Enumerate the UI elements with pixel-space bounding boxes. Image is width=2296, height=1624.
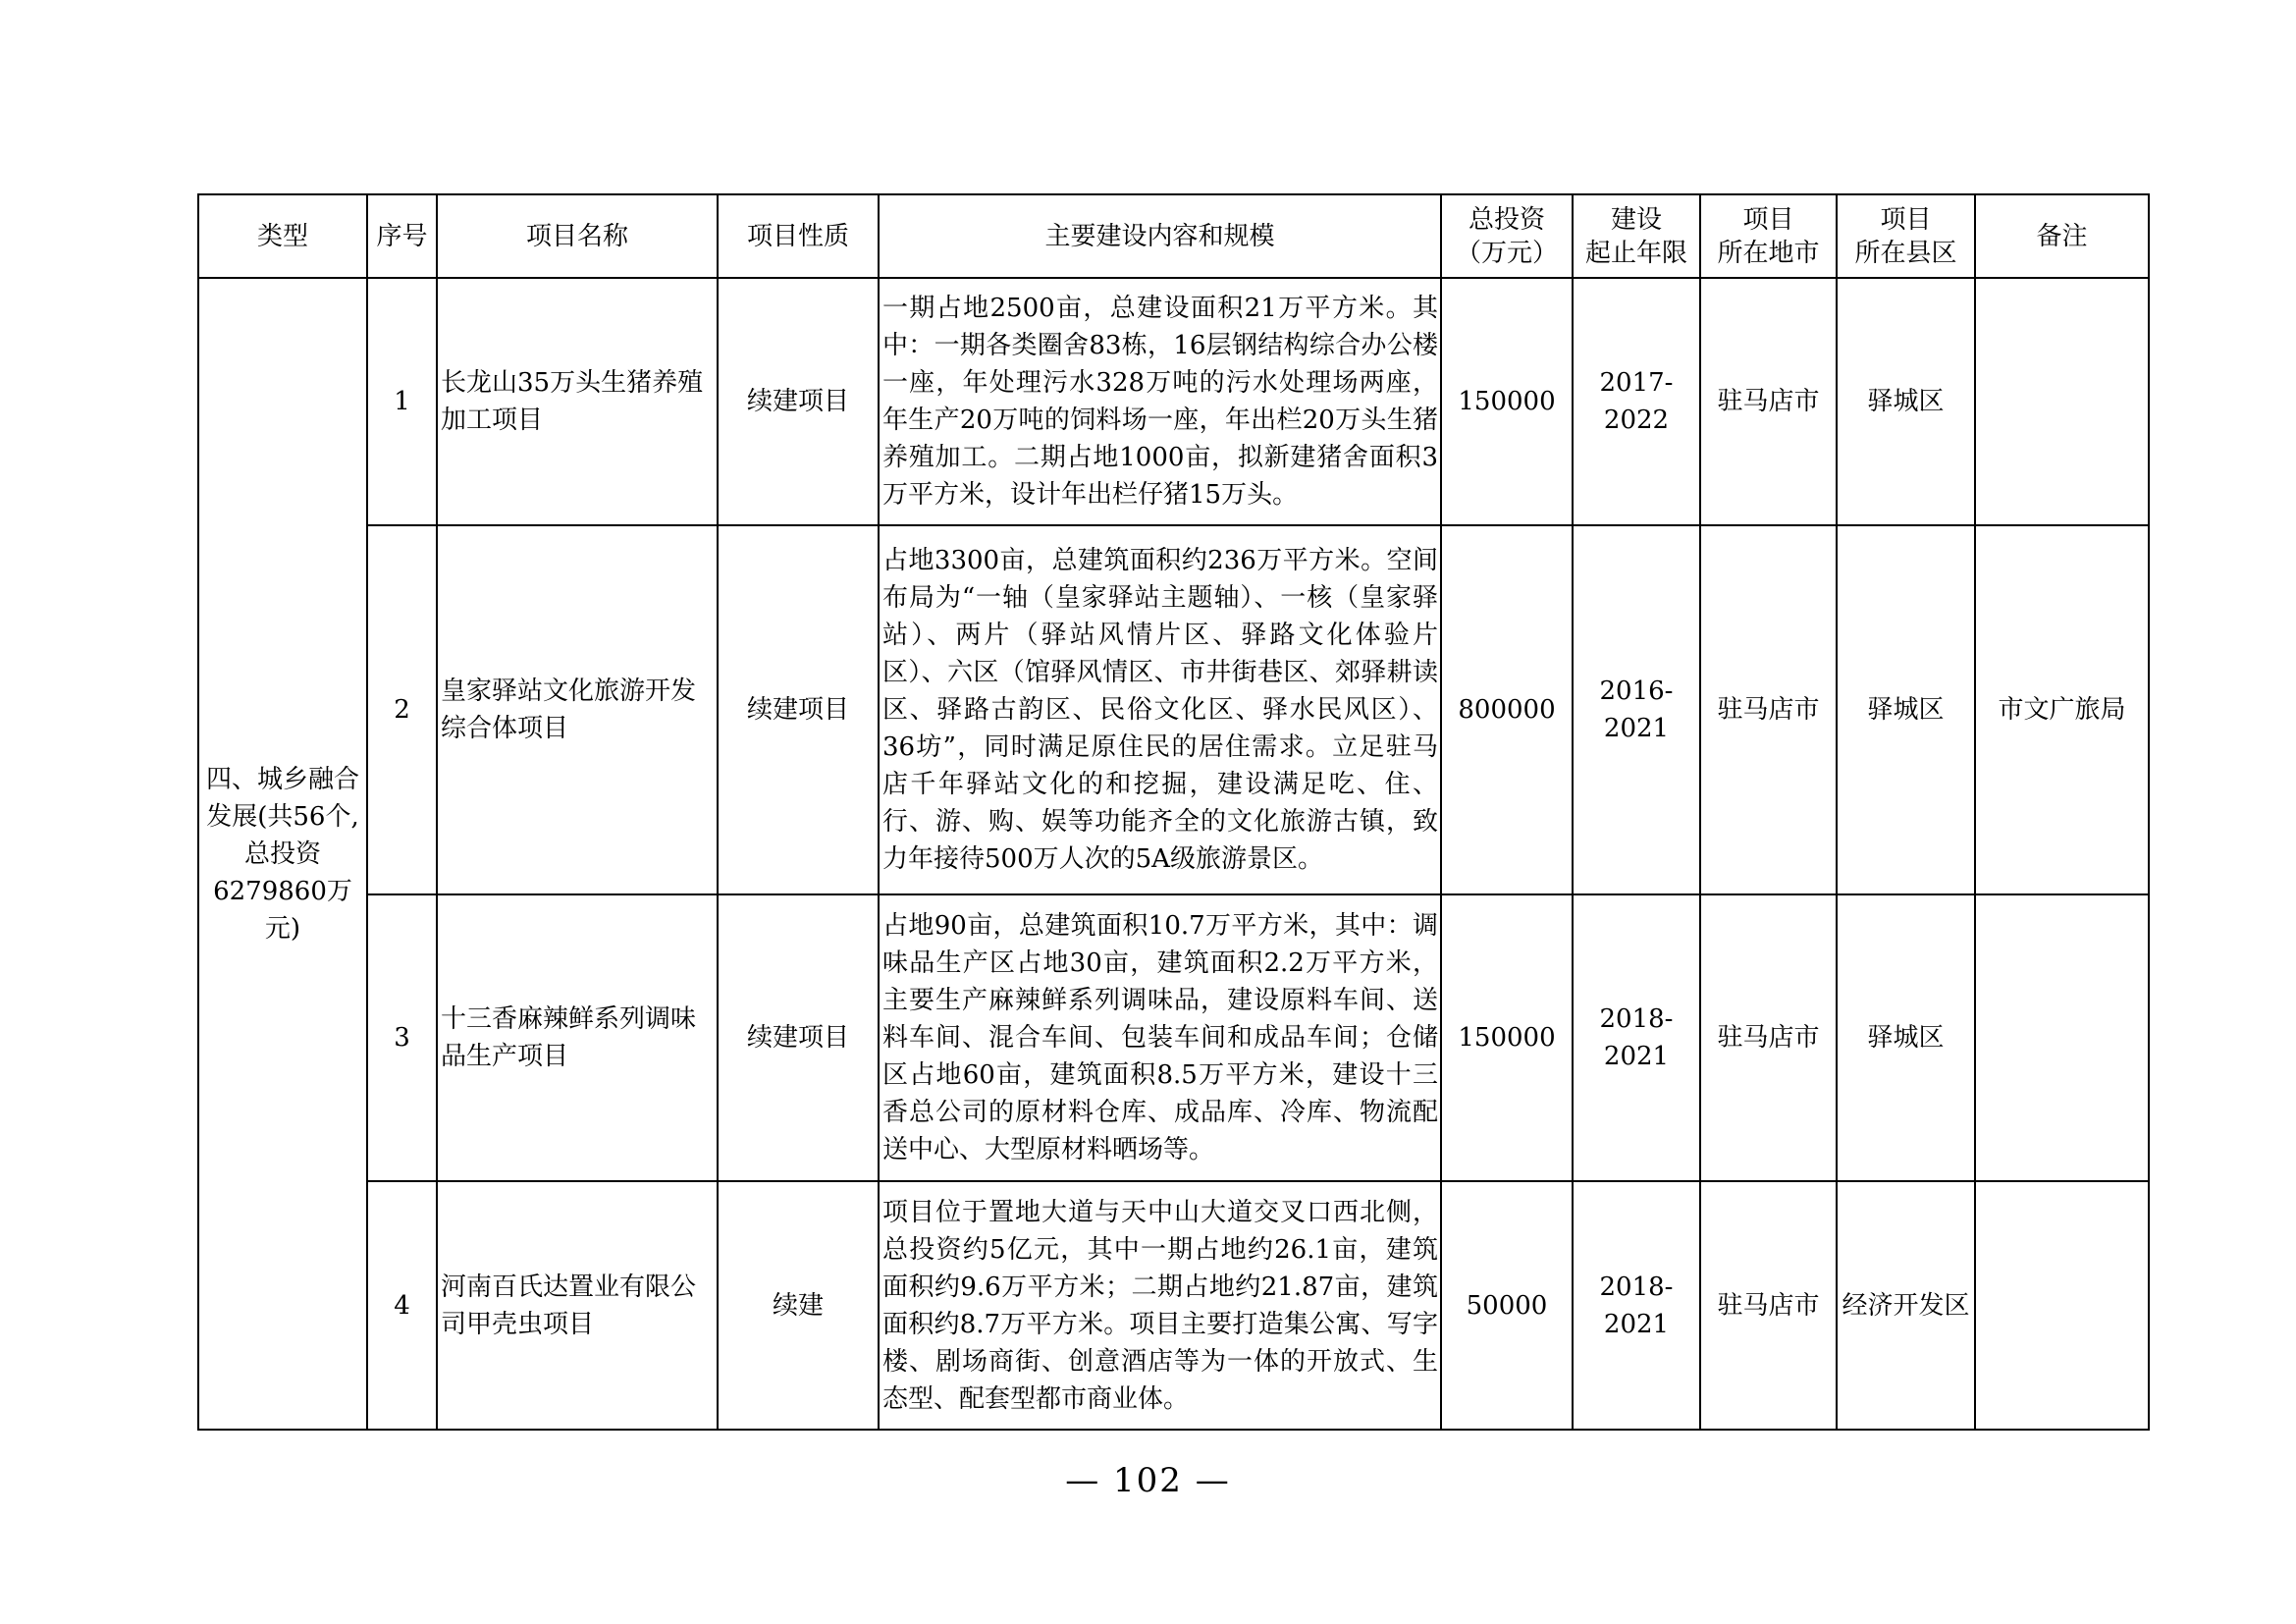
table-row	[198, 278, 2149, 525]
row-project-name: 长龙山35万头生猪养殖加工项目	[437, 278, 718, 525]
row-investment: 800000	[1441, 525, 1573, 894]
row-remarks	[1975, 278, 2149, 525]
row-investment: 150000	[1441, 278, 1573, 525]
row-nature: 续建项目	[718, 525, 879, 894]
header-county	[1837, 194, 1975, 278]
row-city: 驻马店市	[1700, 894, 1837, 1181]
row-remarks: 市文广旅局	[1975, 525, 2149, 894]
row-nature: 续建项目	[718, 894, 879, 1181]
row-period: 2016-2021	[1573, 525, 1700, 894]
header-remarks: 备注	[1975, 194, 2149, 278]
table-row	[198, 894, 2149, 1181]
header-city-line1: 项目	[1742, 204, 1794, 235]
header-investment-line2: （万元）	[1455, 238, 1558, 268]
row-remarks	[1975, 894, 2149, 1181]
row-seq: 2	[367, 525, 437, 894]
header-row	[198, 194, 2149, 278]
row-content: 占地3300亩，总建筑面积约236万平方米。空间布局为“一轴（皇家驿站主题轴）、一核（皇家驿站）、两片（驿站风情片区、驿路文化体验片区）、六区（馆驿风情区、市井街巷区、郊驿耕读区、驿路古韵区、民俗文化区、驿水民风区）、36坊”，同时满足原住民的居住需求。立足驻马店千年驿站文化的和挖掘，建设满足吃、住、行、游、购、娱等功能齐全的文化旅游古镇，致力年接待500万人次的5A级旅游景区。	[879, 525, 1441, 894]
row-remarks	[1975, 1181, 2149, 1430]
row-seq: 1	[367, 278, 437, 525]
row-project-name: 十三香麻辣鲜系列调味品生产项目	[437, 894, 718, 1181]
header-name: 项目名称	[437, 194, 718, 278]
page-number: — 102 —	[1065, 1461, 1231, 1500]
header-nature: 项目性质	[718, 194, 879, 278]
header-period	[1573, 194, 1700, 278]
header-investment-line1: 总投资	[1468, 204, 1545, 235]
row-content: 项目位于置地大道与天中山大道交叉口西北侧，总投资约5亿元，其中一期占地约26.1亩，建筑面积约9.6万平方米；二期占地约21.87亩，建筑面积约8.7万平方米。项目主要打造集公寓、写字楼、剧场商街、创意酒店等为一体的开放式、生态型、配套型都市商业体。	[879, 1181, 1441, 1430]
projects-table	[197, 193, 2150, 1431]
header-county-line2: 所在县区	[1854, 238, 1957, 268]
header-county-line1: 项目	[1880, 204, 1932, 235]
row-project-name: 河南百氏达置业有限公司甲壳虫项目	[437, 1181, 718, 1430]
row-investment: 150000	[1441, 894, 1573, 1181]
row-county: 驿城区	[1837, 894, 1975, 1181]
table-row	[198, 1181, 2149, 1430]
row-nature: 续建项目	[718, 278, 879, 525]
row-seq: 4	[367, 1181, 437, 1430]
row-county: 驿城区	[1837, 525, 1975, 894]
header-city-line2: 所在地市	[1717, 238, 1820, 268]
row-content: 占地90亩，总建筑面积10.7万平方米，其中：调味品生产区占地30亩，建筑面积2.2万平方米，主要生产麻辣鲜系列调味品，建设原料车间、送料车间、混合车间、包装车间和成品车间；仓储区占地60亩，建筑面积8.5万平方米，建设十三香总公司的原材料仓库、成品库、冷库、物流配送中心、大型原材料晒场等。	[879, 894, 1441, 1181]
header-period-line2: 起止年限	[1584, 238, 1687, 268]
row-county: 驿城区	[1837, 278, 1975, 525]
row-city: 驻马店市	[1700, 278, 1837, 525]
header-type: 类型	[198, 194, 367, 278]
row-city: 驻马店市	[1700, 1181, 1837, 1430]
table-row	[198, 525, 2149, 894]
header-city	[1700, 194, 1837, 278]
row-period: 2017-2022	[1573, 278, 1700, 525]
row-city: 驻马店市	[1700, 525, 1837, 894]
header-period-line1: 建设	[1610, 204, 1662, 235]
row-period: 2018-2021	[1573, 1181, 1700, 1430]
row-county: 经济开发区	[1837, 1181, 1975, 1430]
row-nature: 续建	[718, 1181, 879, 1430]
header-investment	[1441, 194, 1573, 278]
row-project-name: 皇家驿站文化旅游开发综合体项目	[437, 525, 718, 894]
row-period: 2018-2021	[1573, 894, 1700, 1181]
header-seq: 序号	[367, 194, 437, 278]
header-content: 主要建设内容和规模	[879, 194, 1441, 278]
row-investment: 50000	[1441, 1181, 1573, 1430]
row-content: 一期占地2500亩，总建设面积21万平方米。其中：一期各类圈舍83栋，16层钢结构综合办公楼一座，年处理污水328万吨的污水处理场两座，年生产20万吨的饲料场一座，年出栏20万头生猪养殖加工。二期占地1000亩，拟新建猪舍面积3万平方米，设计年出栏仔猪15万头。	[879, 278, 1441, 525]
category-cell: 四、城乡融合发展(共56个,总投资6279860万元)	[198, 278, 367, 1430]
row-seq: 3	[367, 894, 437, 1181]
